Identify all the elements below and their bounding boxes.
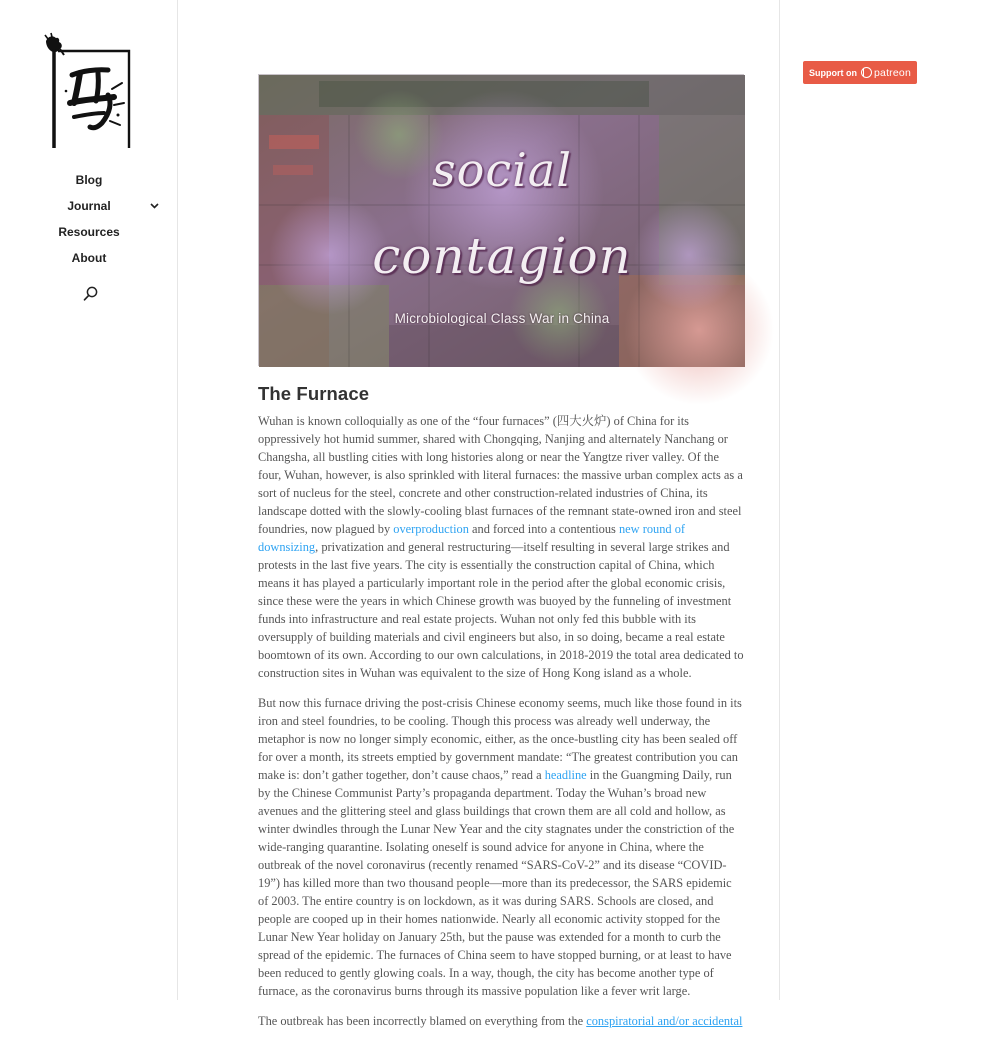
paragraph-text: , privatization and general restructuring—itself resulting in several large strikes and protests in the last five years. The city is essentially the construction capital of China, which means it has played a particularly important role in the period after the global economic crisis, since these were the years in which Chinese growth was buoyed by the funneling of investment funds into infrastructure and real estate projects. Wuhan not only fed this bubble with its oversupply of building materials and civil engineers but also, in so doing, became a real estate boomtown of its own. According to our own calculations, in 2018-2019 the total area dedicated to construction sites in Wuhan was equivalent to the size of Hong Kong island as a whole.	[258, 540, 744, 680]
nav-item-resources[interactable]	[0, 220, 178, 246]
sidebar	[0, 0, 178, 1000]
nav-item-blog[interactable]	[0, 168, 178, 194]
search-button[interactable]	[82, 285, 100, 303]
hero-subtitle: Microbiological Class War in China	[394, 311, 610, 326]
patreon-brand: patreon	[873, 66, 911, 79]
link-headline[interactable]: headline	[544, 768, 587, 782]
patreon-logo-icon	[861, 67, 872, 78]
main-nav	[0, 168, 178, 272]
link-conspiratorial[interactable]: conspiratorial and/or accidental	[586, 1014, 743, 1028]
link-new-round-of-downsizing[interactable]: new round of downsizing	[258, 522, 686, 554]
hero-title-line2: contagion	[372, 227, 632, 285]
patreon-prefix: Support on	[808, 67, 857, 78]
site-logo[interactable]	[44, 33, 132, 151]
nav-item-label: Blog	[75, 173, 103, 187]
paragraph-text: The outbreak has been incorrectly blamed on everything from the	[258, 1014, 587, 1028]
paragraph-text: But now this furnace driving the post-crisis Chinese economy seems, much like those found in its iron and steel foundries, to be cooling. Though this process was already well underway, the metaphor is now no longer simply economic, either, as the once-bustling city has been sealed off for over a month, its streets emptied by government mandate: “The greatest contribution you can make is: don’t gather together, don’t cause chaos,” read a	[258, 696, 742, 782]
search-icon	[82, 285, 100, 303]
hero-title-line1: social	[432, 143, 572, 197]
article-paragraph	[258, 1012, 744, 1030]
article-paragraph	[258, 412, 744, 682]
paragraph-text: and forced into a contentious	[468, 522, 619, 536]
nav-item-label: About	[71, 251, 107, 265]
nav-item-label: Resources	[58, 225, 120, 239]
link-overproduction[interactable]: overproduction	[393, 522, 469, 536]
paragraph-text: in the Guangming Daily, run by the Chinese Communist Party’s propaganda department. Today the Wuhan’s broad new avenues and the glittering steel and glass buildings that crown them are all cold and hollow, as winter dwindles through the Lunar New Year and the city stagnates under the constriction of the wide-ranging quarantine. Isolating oneself is sound advice for anyone in China, where the outbreak of the novel coronavirus (recently renamed “SARS-CoV-2” and its disease “COVID-19”) has killed more than two thousand people—more than its predecessor, the SARS epidemic of 2003. The entire country is on lockdown, as it was during SARS. Schools are closed, and people are cooped up in their homes nationwide. Nearly all economic activity stopped for the Lunar New Year holiday on January 25th, but the pause was extended for a month to curb the spread of the epidemic. The furnaces of China seem to have stopped burning, or at least to have been reduced to gently glowing coals. In a way, though, the city has become another type of furnace, as the coronavirus burns through its massive population like a fever writ large.	[258, 768, 735, 998]
brush-calligraphy-logo-icon	[44, 33, 132, 151]
article-heading: The Furnace	[258, 383, 370, 404]
nav-item-label: Journal	[67, 199, 111, 213]
hero-text	[259, 75, 745, 367]
chevron-down-icon[interactable]	[148, 195, 160, 217]
article-body	[258, 383, 744, 1042]
patreon-support-button[interactable]	[803, 61, 917, 84]
hero-image	[258, 74, 744, 366]
nav-item-journal[interactable]	[0, 194, 178, 220]
content-divider	[779, 0, 780, 1000]
paragraph-text: Wuhan is known colloquially as one of the “four furnaces” (四大火炉) of China for its oppressively hot humid summer, shared with Chongqing, Nanjing and alternately Nanchang or Changsha, all bustling cities with long histories along or near the Yangtze river valley. Of the four, Wuhan, however, is also sprinkled with literal furnaces: the massive urban complex acts as a sort of nucleus for the steel, concrete and other construction-related industries of China, its landscape dotted with the slowly-cooling blast furnaces of the remnant state-owned iron and steel foundries, now plagued by	[258, 414, 743, 536]
article-paragraph	[258, 694, 744, 1000]
nav-item-about[interactable]	[0, 246, 178, 272]
